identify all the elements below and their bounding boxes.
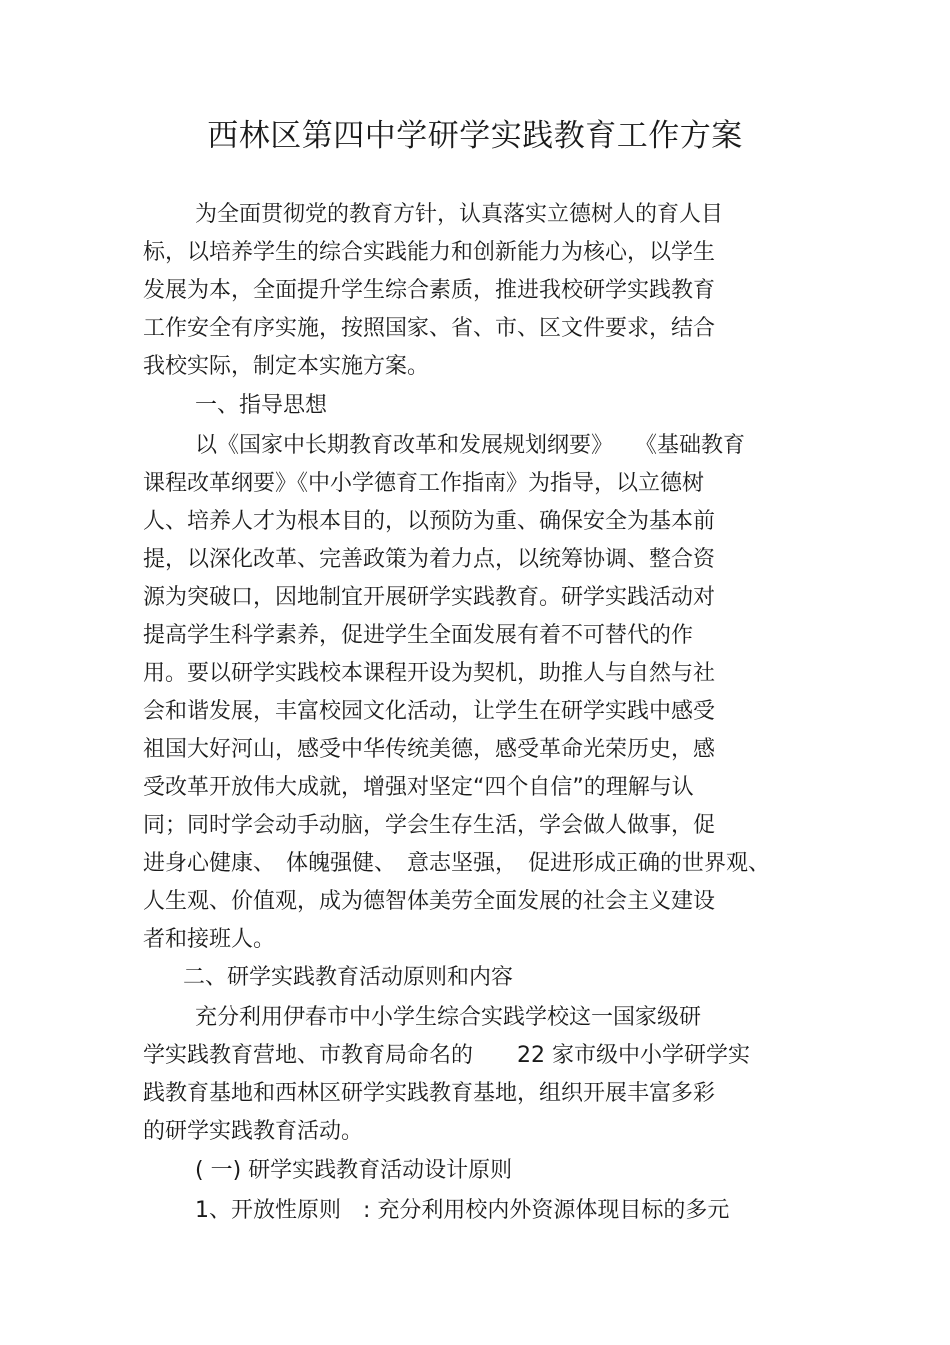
paragraph-line: 践教育基地和西林区研学实践教育基地，组织开展丰富多彩 — [143, 1081, 716, 1106]
paragraph-line: 为全面贯彻党的教育方针，认真落实立德树人的育人目 — [195, 202, 724, 227]
paragraph-line: 标，以培养学生的综合实践能力和创新能力为核心，以学生 — [143, 240, 716, 265]
paragraph-line: 课程改革纲要》《中小学德育工作指南》为指导，以立德树 — [143, 471, 705, 496]
paragraph-line: 源为突破口，因地制宜开展研学实践教育。研学实践活动对 — [143, 585, 716, 610]
paragraph-line: 会和谐发展，丰富校园文化活动，让学生在研学实践中感受 — [143, 699, 716, 724]
paragraph-line: 提，以深化改革、完善政策为着力点，以统筹协调、整合资 — [143, 547, 716, 572]
paragraph-line: 祖国大好河山，感受中华传统美德，感受革命光荣历史，感 — [143, 737, 716, 762]
paragraph-line: 人生观、价值观，成为德智体美劳全面发展的社会主义建设 — [143, 889, 716, 914]
subsection-heading: ( 一) 研学实践教育活动设计原则 — [195, 1158, 513, 1183]
paragraph-line: 者和接班人。 — [143, 927, 276, 952]
paragraph-line: 发展为本，全面提升学生综合素质，推进我校研学实践教育 — [143, 278, 716, 303]
paragraph-line: 用。要以研学实践校本课程开设为契机，助推人与自然与社 — [143, 661, 716, 686]
paragraph-line: 同；同时学会动手动脑，学会生存生活，学会做人做事，促 — [143, 813, 716, 838]
paragraph-line: 我校实际，制定本实施方案。 — [143, 354, 430, 379]
section-heading: 二、研学实践教育活动原则和内容 — [183, 965, 514, 990]
paragraph-line: 人、培养人才为根本目的，以预防为重、确保安全为基本前 — [143, 509, 716, 534]
paragraph-line: 提高学生科学素养，促进学生全面发展有着不可替代的作 — [143, 623, 694, 648]
paragraph-line: 1、开放性原则 : 充分利用校内外资源体现目标的多元 — [195, 1198, 730, 1223]
section-heading: 一、指导思想 — [195, 393, 328, 418]
paragraph-line: 工作安全有序实施，按照国家、省、市、区文件要求，结合 — [143, 316, 716, 341]
document-title: 西林区第四中学研学实践教育工作方案 — [207, 118, 743, 154]
paragraph-line: 的研学实践教育活动。 — [143, 1119, 364, 1144]
paragraph-line: 学实践教育营地、市教育局命名的 22 家市级中小学研学实 — [143, 1043, 750, 1068]
paragraph-line: 充分利用伊春市中小学生综合实践学校这一国家级研 — [195, 1005, 702, 1030]
paragraph-line: 以《国家中长期教育改革和发展规划纲要》 《基础教育 — [195, 433, 746, 458]
paragraph-line: 受改革开放伟大成就，增强对坚定“四个自信”的理解与认 — [143, 775, 694, 800]
paragraph-line: 进身心健康、 体魄强健、 意志坚强， 促进形成正确的世界观、 — [143, 851, 771, 876]
